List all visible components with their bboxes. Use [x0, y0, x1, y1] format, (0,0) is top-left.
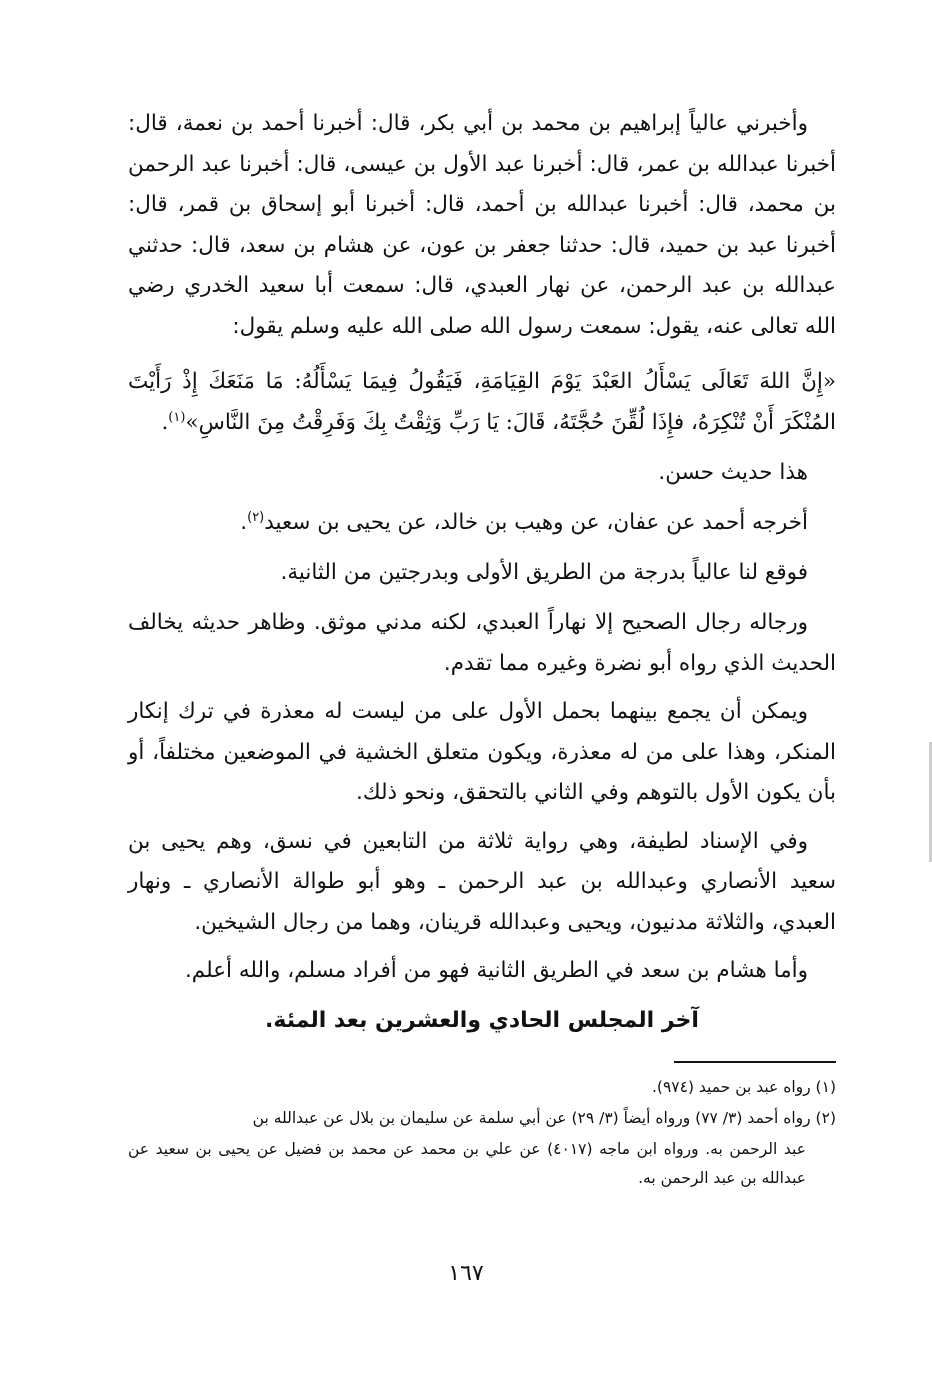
isnad-subtlety-paragraph: وفي الإسناد لطيفة، وهي رواية ثلاثة من التابعين في نسق، وهم يحيى بن سعيد الأنصاري وعبدالله بن عبد الرحمن ـ وهو أبو طوالة الأنصاري ـ ونهار العبدي، والثلاثة مدنيون، ويحيى وعبدالله قرينان، وهما من رجال الشيخين.: [128, 828, 836, 935]
footnotes: [128, 1073, 836, 1193]
footnote-ref-1: (١): [168, 409, 186, 425]
footnote-2-line-1: (٢) رواه أحمد (٣/ ٧٧) ورواه أيضاً (٣/ ٢٩) عن أبي سلمة عن سليمان بن بلال عن عبدالله بن: [252, 1109, 836, 1127]
footnote-1: (١) رواه عبد بن حميد (٩٧٤).: [651, 1078, 836, 1096]
footnote-ref-2: (٢): [247, 509, 265, 525]
reconciliation-paragraph: ويمكن أن يجمع بينهما بحمل الأول على من ليست له معذرة في ترك إنكار المنكر، وهذا على من له معذرة، ويكون متعلق الخشية في الموضعين مختلفاً، أو بأن يكون الأول بالتوهم وفي الثاني بالتحقق، ونحو ذلك.: [128, 699, 836, 805]
page-number: ١٦٧: [448, 1261, 484, 1286]
hisham-line: وأما هشام بن سعد في الطريق الثانية فهو من أفراد مسلم، والله أعلم.: [184, 958, 808, 983]
grading-line: هذا حديث حسن.: [658, 460, 808, 485]
isnad-paragraph: وأخبرني عالياً إبراهيم بن محمد بن أبي بكر، قال: أخبرنا أحمد بن نعمة، قال: أخبرنا عبدالله بن عمر، قال: أخبرنا عبد الأول بن عيسى، قال: أخبرنا عبد الرحمن بن محمد، قال: أخبرنا عبدالله بن أحمد، قال: أخبرنا أبو إسحاق بن قمر، قال: أخبرنا عبد بن حميد، قال: حدثنا جعفر بن عون، عن هشام بن سعد، قال: حدثني عبدالله بن عبد الرحمن، عن نهار العبدي، قال: سمعت أبا سعيد الخدري رضي الله تعالى عنه، يقول: سمعت رسول الله صلى الله عليه وسلم يقول:: [128, 111, 836, 339]
hadith-end-mark: .: [161, 410, 169, 435]
takhrij-line: [128, 503, 836, 543]
narrators-paragraph: ورجاله رجال الصحيح إلا نهاراً العبدي، لكنه مدني موثق. وظاهر حديثه يخالف الحديث الذي رواه أبو نضرة وغيره مما تقدم.: [128, 610, 836, 676]
takhrij-text: أخرجه أحمد عن عفان، عن وهيب بن خالد، عن يحيى بن سعيد: [264, 510, 808, 535]
takhrij-end-mark: .: [240, 510, 248, 535]
hadith-text: [128, 361, 836, 443]
footnote-separator: [674, 1061, 836, 1063]
session-end-heading: آخر المجلس الحادي والعشرين بعد المئة.: [265, 1008, 699, 1033]
footnote-2-continuation: عبد الرحمن به. ورواه ابن ماجه (٤٠١٧) عن علي بن محمد عن محمد بن فضيل عن يحيى بن سعيد عن عبدالله بن عبد الرحمن به.: [128, 1140, 806, 1187]
elevation-line: فوقع لنا عالياً بدرجة من الطريق الأولى وبدرجتين من الثانية.: [280, 560, 808, 585]
hadith-body: «إِنَّ اللهَ تَعَالَى يَسْأَلُ العَبْدَ يَوْمَ القِيَامَةِ، فَيَقُولُ فِيمَا يَسْأَلُهُ: مَا مَنَعَكَ إِذْ رَأَيْتَ المُنْكَرَ أَنْ تُنْكِرَهُ، فإِذَا لُقِّنَ حُجَّتَهُ، قَالَ: يَا رَبِّ وَثِقْتُ بِكَ وَفَرِقْتُ مِنَ النَّاسِ»: [128, 369, 836, 435]
